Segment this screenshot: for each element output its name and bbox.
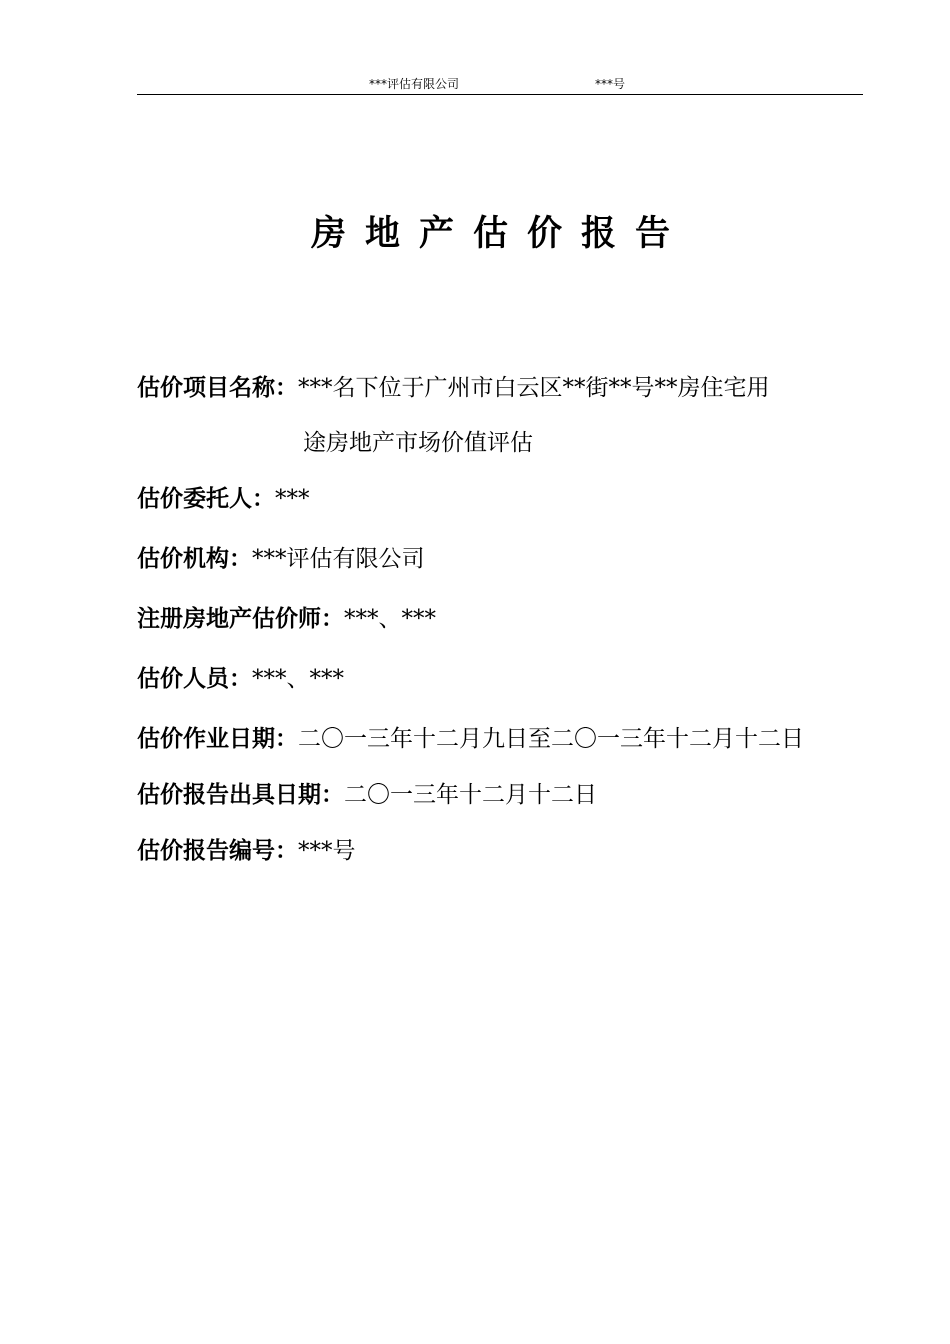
field-value: 二〇一三年十二月十二日 (344, 782, 597, 808)
field-label: 注册房地产估价师： (137, 606, 344, 632)
field-value: 二〇一三年十二月九日至二〇一三年十二月十二日 (298, 726, 804, 752)
field-value: ***评估有限公司 (252, 546, 425, 572)
field-value: ***、*** (252, 666, 344, 692)
field-issue-date (137, 784, 597, 807)
field-agency (137, 548, 425, 571)
field-value: ***号 (298, 838, 356, 864)
field-label: 估价委托人： (137, 486, 275, 512)
field-value: ***、*** (344, 606, 436, 632)
field-project-name-continued: 途房地产市场价值评估 (303, 430, 533, 456)
field-label: 估价作业日期： (137, 726, 298, 752)
page-header (137, 74, 863, 95)
field-client (137, 488, 310, 511)
field-label: 估价机构： (137, 546, 252, 572)
field-registered-appraisers (137, 608, 436, 631)
field-work-period (137, 728, 804, 751)
field-label: 估价报告出具日期： (137, 782, 344, 808)
field-staff (137, 668, 344, 691)
field-label: 估价人员： (137, 666, 252, 692)
field-value: *** (275, 486, 310, 512)
header-company: ***评估有限公司 (369, 77, 460, 91)
field-project-name (137, 377, 770, 400)
field-value: ***名下位于广州市白云区**街**号**房住宅用 (298, 375, 770, 401)
field-report-number (137, 840, 356, 863)
field-label: 估价报告编号： (137, 838, 298, 864)
header-report-number: ***号 (595, 77, 626, 91)
field-label: 估价项目名称： (137, 375, 298, 401)
report-title: 房地产估价报告 (310, 214, 689, 254)
